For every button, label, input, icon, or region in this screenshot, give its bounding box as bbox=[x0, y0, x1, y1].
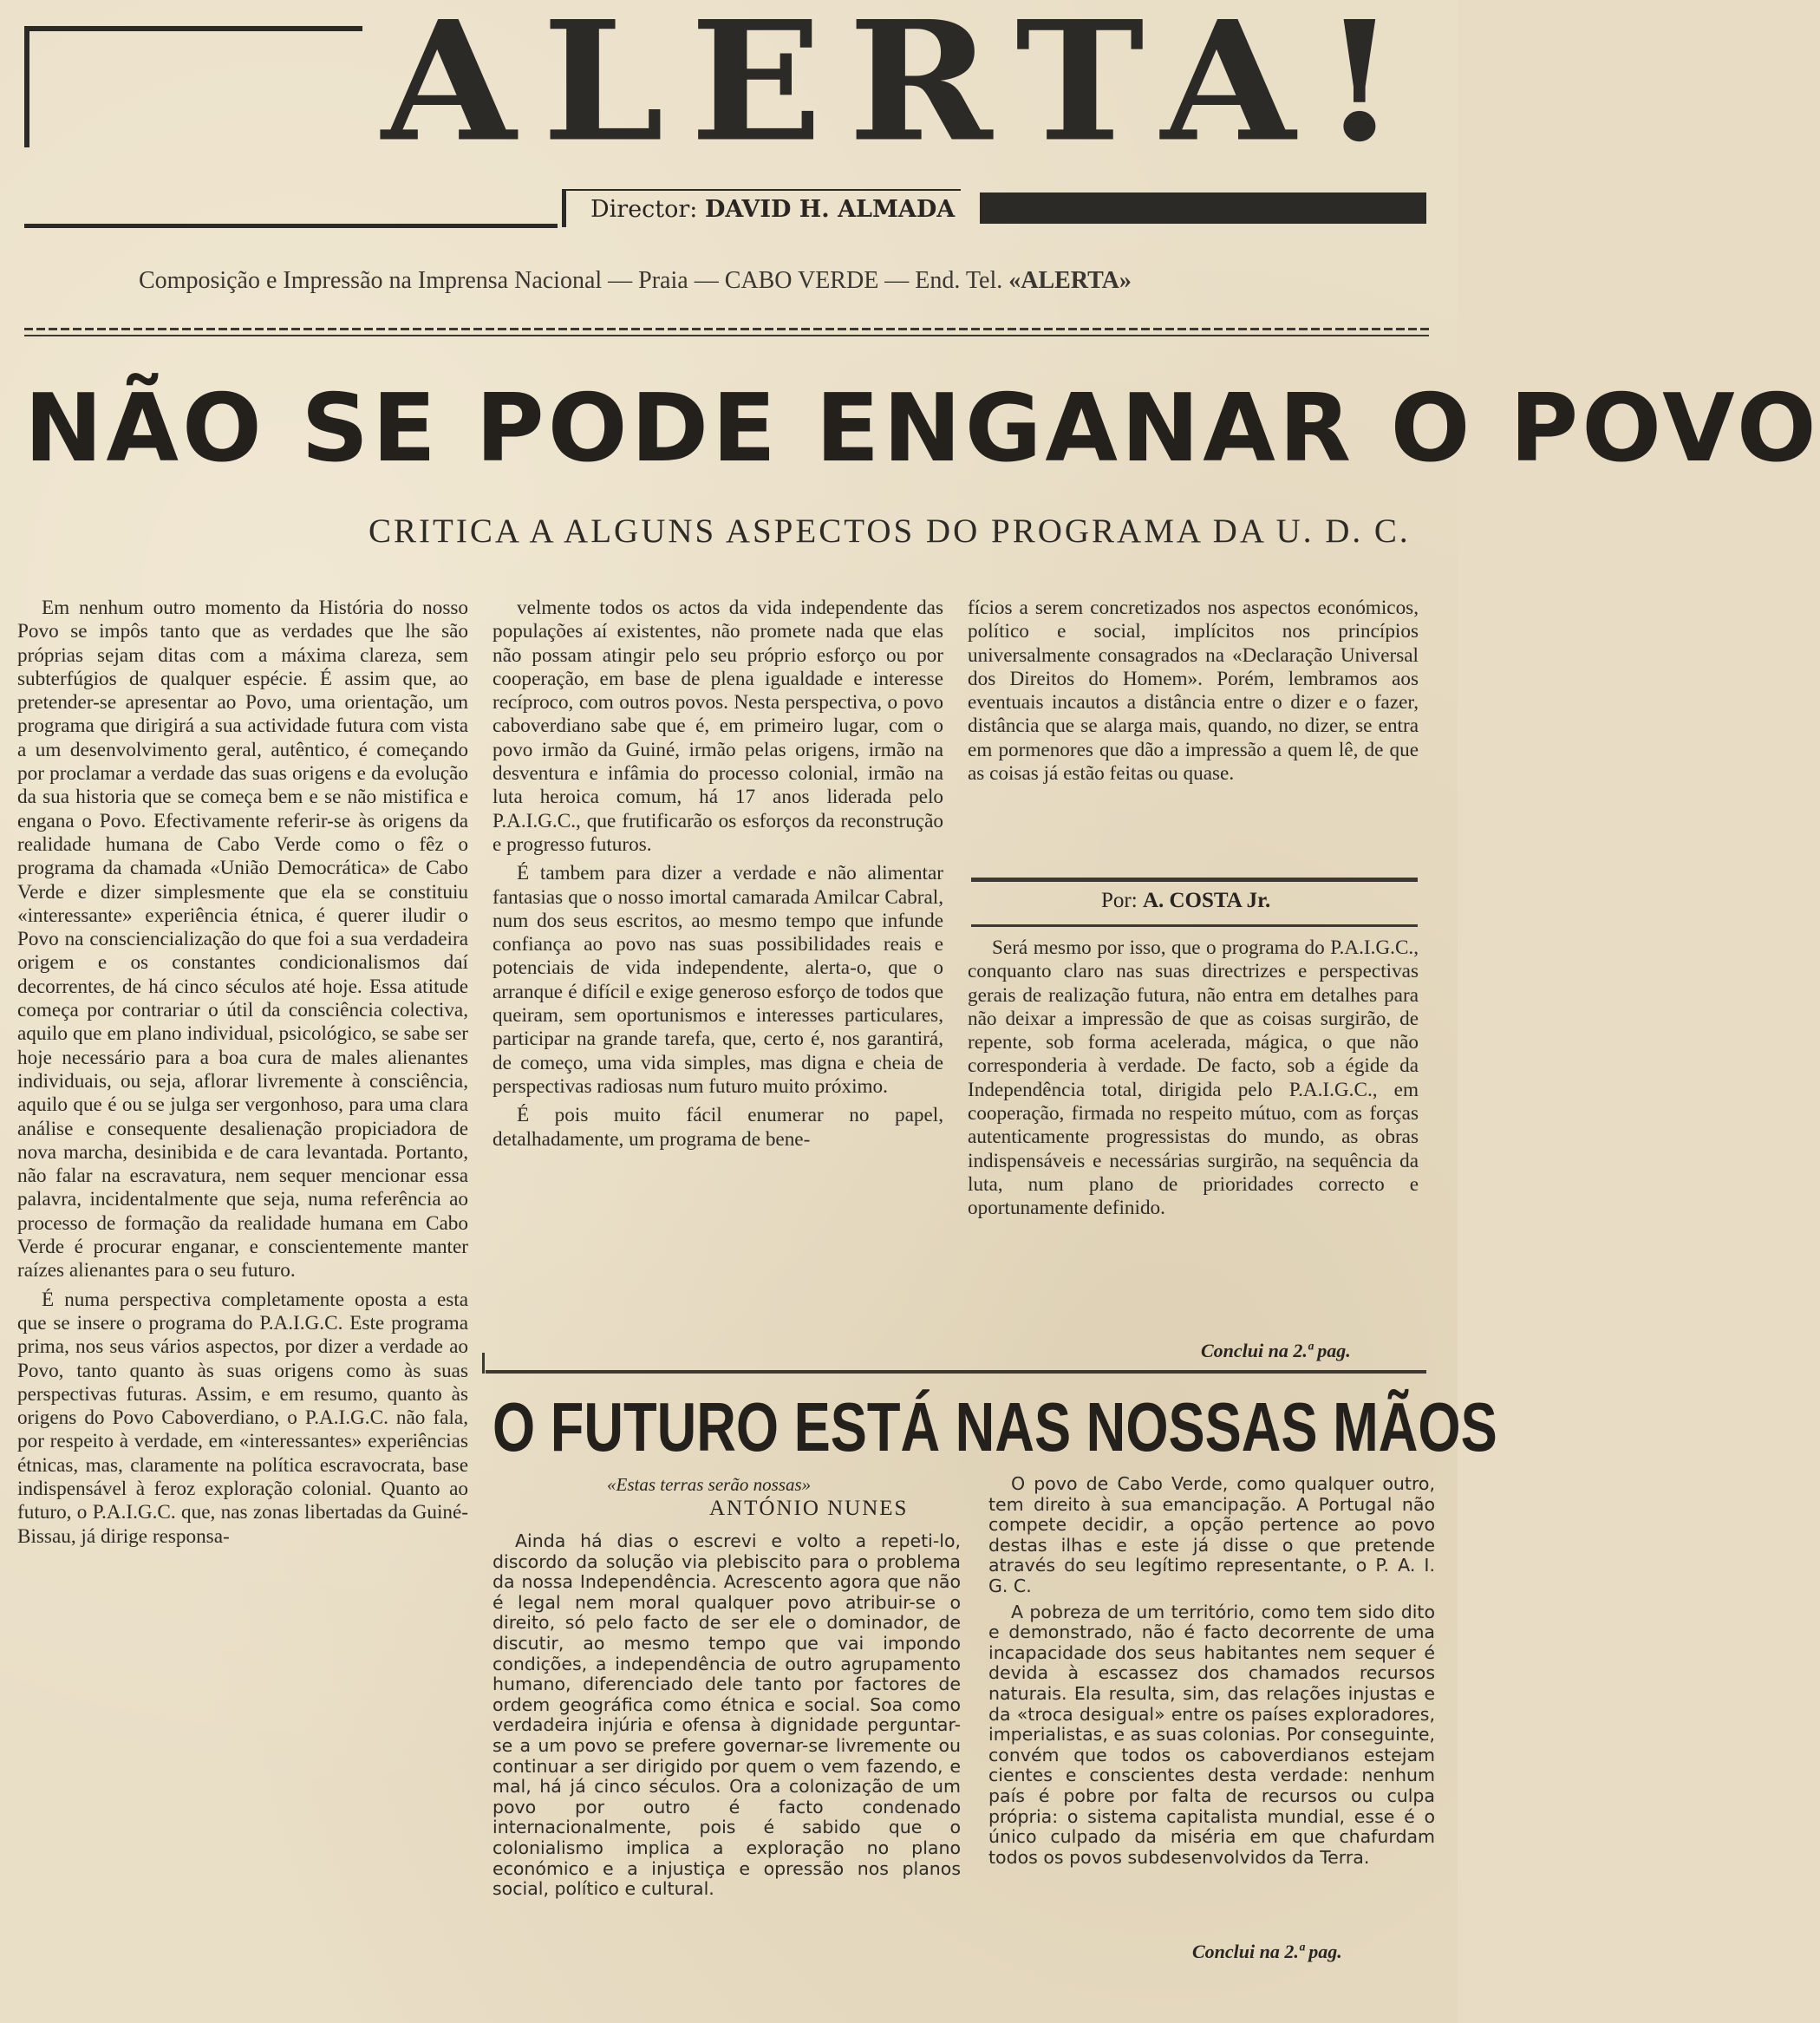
article1-column-1 bbox=[17, 597, 468, 1549]
paragraph: Em nenhum outro momento da História do nosso Povo se impôs tanto que as verdades que lhe são próprias sejam ditas com a máxima clareza, sem subterfúgios de qualquer espécie. É assim que, ao pretender-se apresentar ao Povo, uma orientação, um programa que dirigirá a sua actividade futura com vista a um desenvolvimento geral, autêntico, é começando por proclamar a verdade das suas origens e da evolução da sua historia que se começa bem e se não mistifica e engana o Povo. Efectivamente referir-se às origens da realidade humana de Cabo Verde como o fêz o programa da chamada «União Democrática» de Cabo Verde e dizer simplesmente que ela se constituiu «interessante» experiência étnica, é querer iludir o Povo na consciencialização do que foi a sua verdadeira origem e os constantes condicionalismos daí decorrentes, de há cinco séculos até hoje. Essa atitude começa por contrariar o útil da consciência colectiva, aquilo que em plano individual, psicológico, se sabe ser hoje necessário para a boa cura de males alienantes individuais, ou seja, aflorar livremente à consciência, aquilo que é ou se julga ser vergonhoso, para uma clara análise e consequente desalienação propiciadora de nova marcha, desinibida e de cara levantada. Portanto, não falar na escravatura, nem sequer mencionar essa palavra, incidentalmente que seja, numa referência ao processo de formação da realidade humana em Cabo Verde é procurar enganar, e conscientemente manter raízes alienantes para o seu futuro. bbox=[17, 597, 468, 1282]
director-label: Director: bbox=[590, 196, 698, 223]
director-name: DAVID H. ALMADA bbox=[705, 196, 956, 223]
article2-continued-note: Conclui na 2.ª pag. bbox=[1192, 1941, 1342, 1962]
article-divider-vertical bbox=[482, 1353, 485, 1374]
print-line bbox=[139, 267, 1353, 295]
header-divider-2 bbox=[24, 335, 1429, 336]
print-line-text: Composição e Impressão na Imprensa Nacional — Praia — CABO VERDE — End. Tel. bbox=[139, 267, 1003, 294]
masthead-bar bbox=[980, 193, 1426, 224]
paragraph: É tambem para dizer a verdade e não alimentar fantasias que o nosso imortal camarada Amilcar Cabral, num dos seus escritos, ao mesmo tempo que infunde confiança ao povo nas suas possibilidades reais e potenciais de vida independente, alerta-o, que o arranque é difícil e exige generoso esforço de todos que queiram, sem oportunismos e interesses particulares, participar na grande tarefa, que, certo é, nos garantirá, de começo, uma vida simples, mas digna e cheia de perspectivas radiosas num futuro muito próximo. bbox=[493, 862, 943, 1098]
telegraph-address: «ALERTA» bbox=[1008, 267, 1132, 294]
article2-headline: O FUTURO ESTÁ NAS NOSSAS MÃOS bbox=[493, 1388, 1497, 1465]
masthead-frame-top bbox=[24, 26, 362, 31]
paragraph: Será mesmo por isso, que o programa do P.A.I.G.C., conquanto claro nas suas directrizes e perspectivas gerais de realização futura, não entra em detalhes para não deixar a impressão de que as coisas surgirão, de repente, sob forma acelerada, mágica, o que não corresponderia à verdade. De facto, sob a égide da Independência total, dirigida pelo P.A.I.G.C., em cooperação, firmada no respeito mútuo, com as forças autenticamente progressistas do mundo, as obras indispensáveis e necessárias surgirão, na sequência da luta, num plano de prioridades correcto e oportunamente definido. bbox=[968, 936, 1419, 1220]
paragraph: fícios a serem concretizados nos aspectos económicos, político e social, implícitos nos princípios universalmente consagrados na «Declaração Universal dos Direitos do Homem». Porém, lembramos aos eventuais incautos a distância entre o dizer e o fazer, distância que se alarga mais, quando, no dizer, se entra em pormenores que dão a impressão a quem lê, de que as coisas já estão feitas ou quase. bbox=[968, 597, 1419, 786]
article1-continued-note: Conclui na 2.ª pag. bbox=[1201, 1340, 1351, 1361]
article-divider bbox=[486, 1370, 1426, 1374]
paragraph: É numa perspectiva completamente oposta a esta que se insere o programa do P.A.I.G.C. Este programa prima, nos seus vários aspectos, por dizer a verdade ao Povo, tanto quanto às suas origens como às suas perspectivas futuras. Assim, e em resumo, quanto às origens do Povo Caboverdiano, o P.A.I.G.C. não fala, por respeito à verdade, em «interessantes» experiências étnicas, mas, claramente na política escravocrata, base indispensável à feroz exploração colonial. Quanto ao futuro, o P.A.I.G.C. que, nas zonas libertadas da Guiné-Bissau, já dirige responsa- bbox=[17, 1288, 468, 1548]
paragraph: É pois muito fácil enumerar no papel, detalhadamente, um programa de bene- bbox=[493, 1104, 943, 1151]
article1-column-3 bbox=[968, 597, 1419, 786]
byline-rule-top bbox=[971, 878, 1418, 882]
paragraph: Ainda há dias o escrevi e volto a repeti-lo, discordo da solução via plebiscito para o problema da nossa Independência. Acrescento agora que não é legal nem moral qualquer povo atribuir-se o direito, só pelo facto de ser ele o dominador, de discutir, ao mesmo tempo que vai impondo condições, a independência de outro agrupamento humano, diferenciado dele tanto por factores de ordem geográfica como étnica e social. Soa como verdadeira injúria e ofensa à dignidade perguntar-se a um povo se prefere governar-se livremente ou continuar a ser dirigido por quem o vem fazendo, e mal, há já cinco séculos. Ora a colonização de um povo por outro é facto condenado internacionalmente, pois é sabido que o colonialismo implica a exploração no plano económico e a injustiça e opressão nos planos social, político e cultural. bbox=[493, 1530, 961, 1900]
header-divider bbox=[24, 328, 1429, 330]
byline-rule-bottom bbox=[971, 924, 1418, 927]
newspaper-title: ALERTA! bbox=[382, 0, 1424, 179]
paragraph: A pobreza de um território, como tem sido dito e demonstrado, não é facto decorrente de uma incapacidade dos seus habitantes nem sequer é devida à escassez dos chamados recursos naturais. Ela resulta, sim, das relações injustas e da «troca desigual» entre os países exploradores, imperialistas, e as suas colonias. Por conseguinte, convém que todos os caboverdianos estejam cientes e conscientes desta verdade: nenhum país é pobre por falta de recursos ou culpa própria: o sistema capitalista mundial, esse é o único culpado da miséria em que chafurdam todos os povos subdesenvolvidos da Terra. bbox=[988, 1601, 1435, 1868]
byline-name: A. COSTA Jr. bbox=[1142, 889, 1271, 912]
article1-subhead: CRITICA A ALGUNS ASPECTOS DO PROGRAMA DA U. D. C. bbox=[369, 512, 1411, 550]
article1-column-2 bbox=[493, 597, 943, 1152]
article1-headline: NÃO SE PODE ENGANAR O POVO bbox=[24, 375, 1820, 483]
article2-column-2 bbox=[988, 1474, 1435, 1868]
director-line bbox=[562, 189, 961, 227]
article1-column-3-continued bbox=[968, 936, 1419, 1221]
article2-column-1 bbox=[493, 1531, 961, 1900]
article1-byline bbox=[1101, 889, 1270, 913]
masthead-frame-left bbox=[24, 26, 29, 147]
paragraph: velmente todos os actos da vida independente das populações aí existentes, não promete nada que elas não possam atingir pelo seu próprio esforço ou por cooperação, em base de plena igualdade e interesse recíproco, com outros povos. Nesta perspectiva, o povo caboverdiano sabe que é, em primeiro lugar, com o povo irmão da Guiné, irmão pelas origens, irmão na desventura e infâmia do processo colonial, irmão na luta heroica comum, há 17 anos liderada pelo P.A.I.G.C., que frutificarão os esforços da reconstrução e progresso futuros. bbox=[493, 597, 943, 856]
paragraph: O povo de Cabo Verde, como qualquer outro, tem direito à sua emancipação. A Portugal não compete decidir, a opção pertence ao povo destas ilhas e este já disse o que pretende através do seu legítimo representante, o P. A. I. G. C. bbox=[988, 1473, 1435, 1596]
byline-prefix: Por: bbox=[1101, 889, 1138, 912]
article2-author: ANTÓNIO NUNES bbox=[709, 1497, 909, 1520]
masthead-frame-bottom bbox=[24, 224, 558, 228]
article2-quote: «Estas terras serão nossas» bbox=[607, 1474, 812, 1495]
